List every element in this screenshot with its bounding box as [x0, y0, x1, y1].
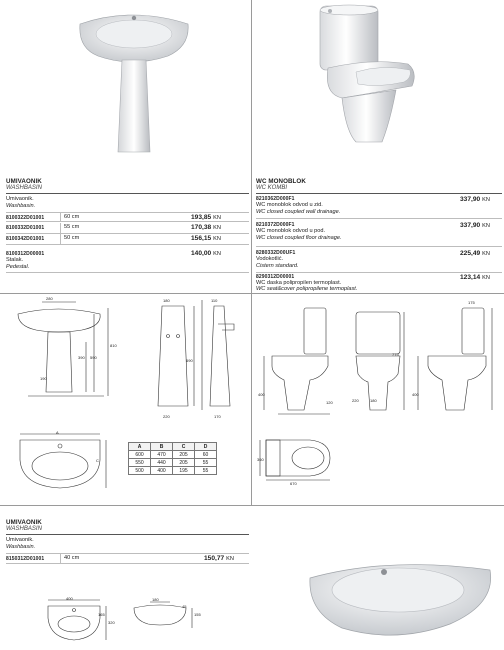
small-basin-front-drawing	[128, 598, 200, 638]
left-desc-line1: Umivaonik.	[6, 196, 34, 202]
price-value: 150,77	[204, 555, 225, 562]
small-basin-photo	[300, 548, 500, 648]
dimensions-table	[128, 442, 217, 475]
dim-label: 155	[194, 612, 201, 617]
product-price	[460, 250, 490, 257]
wc-monoblock-photo	[312, 2, 422, 162]
dim-label: 180	[370, 398, 377, 403]
dim-label: 220	[352, 398, 359, 403]
dim-label: 110	[211, 298, 218, 303]
product-code: 8290312D00001	[256, 274, 295, 280]
table-cell: 60	[195, 451, 217, 459]
price-unit: KN	[226, 556, 234, 562]
table-cell: 55	[195, 467, 217, 475]
table-row	[6, 223, 249, 234]
product-size: 60 cm	[64, 214, 80, 220]
right-title-underline	[256, 193, 502, 194]
product-code: 8100332D01001	[6, 225, 45, 231]
table-row	[6, 212, 249, 222]
dim-label: 360	[257, 457, 264, 462]
washbasin-pedestal-photo	[70, 2, 195, 162]
price-unit: KN	[213, 225, 221, 231]
table-cell: 600	[129, 451, 151, 459]
table-cell: 205	[173, 459, 195, 467]
product-desc: WC daska polipropilen termoplast.	[256, 280, 342, 286]
section-divider-bottom	[0, 505, 504, 506]
bottom-title-underline	[6, 534, 249, 535]
bottom-desc-line2: Washbasin.	[6, 544, 36, 550]
table-cell: 470	[151, 451, 173, 459]
dim-label: 810	[110, 343, 117, 348]
column-divider	[251, 0, 252, 505]
table-header: C	[173, 443, 195, 451]
cell-divider	[60, 223, 61, 233]
left-section-title: UMIVAONIK	[6, 178, 42, 185]
pedestal-side-drawing	[200, 296, 248, 416]
small-basin-plan-drawing	[40, 596, 112, 646]
dim-label: 775	[392, 352, 399, 357]
left-title-underline	[6, 193, 249, 194]
price-value: 156,15	[191, 235, 212, 242]
price-value: 193,85	[191, 214, 212, 221]
pedestal-line2: Pedestal.	[6, 264, 30, 270]
price-value: 170,38	[191, 224, 212, 231]
product-size: 40 cm	[64, 555, 80, 561]
price-unit: KN	[482, 275, 490, 281]
product-code: 8210372D000F1	[256, 222, 295, 228]
left-price-table	[6, 212, 249, 247]
dim-label: 220	[163, 414, 170, 419]
product-desc: WC monoblok odvod u pod.	[256, 228, 326, 234]
price-value: 337,90	[460, 196, 481, 203]
dim-label: 45	[182, 604, 187, 609]
product-price	[191, 224, 221, 233]
product-price	[191, 235, 221, 244]
dim-label: 280	[46, 296, 53, 301]
dim-label: 320	[108, 620, 115, 625]
product-code: 8210362D000F1	[256, 196, 295, 202]
product-price	[460, 274, 490, 281]
row-divider	[256, 218, 502, 219]
product-desc: Vodokotlić.	[256, 256, 284, 262]
table-header-row	[129, 443, 217, 451]
left-desc-line2: Washbasin.	[6, 203, 36, 209]
table-cell: 440	[151, 459, 173, 467]
row-divider	[256, 272, 502, 273]
dim-label: 400	[258, 392, 265, 397]
dim-label: C	[96, 458, 99, 463]
table-cell: 500	[129, 467, 151, 475]
table-cell: 400	[151, 467, 173, 475]
wc-item	[256, 250, 502, 274]
wc-side-floor-drawing	[414, 300, 500, 420]
pedestal-line1: Stalak.	[6, 257, 24, 263]
dim-label: 180	[163, 298, 170, 303]
price-unit: KN	[482, 251, 490, 257]
cell-divider	[60, 554, 61, 563]
product-price	[204, 555, 234, 563]
right-section-title: WC MONOBLOK	[256, 178, 306, 185]
dim-label: 400	[412, 392, 419, 397]
washbasin-plan-drawing	[10, 430, 110, 500]
cell-divider	[60, 213, 61, 221]
wc-plan-drawing	[256, 432, 336, 482]
table-cell: 550	[129, 459, 151, 467]
product-code: 8100342D01001	[6, 236, 45, 242]
table-header: B	[151, 443, 173, 451]
price-unit: KN	[482, 197, 490, 203]
row-divider	[256, 246, 502, 247]
price-value: 140,00	[191, 250, 212, 257]
dim-label: 670	[290, 481, 297, 486]
pedestal-underline	[6, 272, 249, 273]
table-cell: 205	[173, 451, 195, 459]
product-size: 55 cm	[64, 224, 80, 230]
price-unit: KN	[213, 215, 221, 221]
table-row	[129, 451, 217, 459]
dim-label: 590	[90, 355, 97, 360]
product-price	[460, 222, 490, 229]
dim-label: 180	[152, 597, 159, 602]
dim-label: 690	[186, 358, 193, 363]
table-row	[6, 234, 249, 245]
product-desc-en: WC closed coupled floor drainage.	[256, 235, 342, 241]
dim-label: 175	[468, 300, 475, 305]
table-row	[129, 459, 217, 467]
product-code: 8100322D01001	[6, 215, 45, 221]
price-unit: KN	[213, 251, 221, 257]
dim-label: 400	[66, 596, 73, 601]
price-unit: KN	[213, 236, 221, 242]
product-price	[191, 214, 221, 221]
product-desc: WC monoblok odvod u zid.	[256, 202, 323, 208]
table-cell: 195	[173, 467, 195, 475]
product-desc-en: WC seat&cover polipropilene termoplast.	[256, 286, 358, 292]
dim-label: 165	[98, 612, 105, 617]
cell-divider	[60, 234, 61, 244]
product-code: 8280332D00UF1	[256, 250, 296, 256]
table-row	[129, 467, 217, 475]
left-section-subtitle: WASHBASIN	[6, 185, 42, 191]
right-section-subtitle: WC KOMBI	[256, 185, 287, 191]
wc-item	[256, 276, 502, 294]
product-price	[460, 196, 490, 203]
dim-label: 120	[326, 400, 333, 405]
dim-label: 170	[214, 414, 221, 419]
bottom-price-row	[6, 553, 249, 564]
bottom-section-subtitle: WASHBASIN	[6, 526, 42, 532]
table-header: A	[129, 443, 151, 451]
pedestal-front-drawing	[150, 296, 200, 416]
price-value: 225,49	[460, 250, 481, 257]
product-desc-en: Cistern standard.	[256, 263, 299, 269]
table-cell: 55	[195, 459, 217, 467]
washbasin-front-drawing	[8, 296, 128, 406]
dim-label: A	[56, 430, 59, 435]
pedestal-code: 8100312D00001	[6, 251, 45, 257]
price-value: 123,14	[460, 274, 481, 281]
product-code: 8150312D01001	[6, 556, 45, 562]
bottom-section-title: UMIVAONIK	[6, 519, 42, 526]
table-header: D	[195, 443, 217, 451]
price-unit: KN	[482, 223, 490, 229]
dim-label: 190	[40, 376, 47, 381]
dim-label: 390	[78, 355, 85, 360]
bottom-desc-line1: Umivaonik.	[6, 537, 34, 543]
wc-item	[256, 196, 502, 220]
product-desc-en: WC closed coupled wall drainage.	[256, 209, 341, 215]
product-size: 50 cm	[64, 235, 80, 241]
pedestal-price	[191, 250, 221, 257]
price-value: 337,90	[460, 222, 481, 229]
wc-item	[256, 222, 502, 246]
